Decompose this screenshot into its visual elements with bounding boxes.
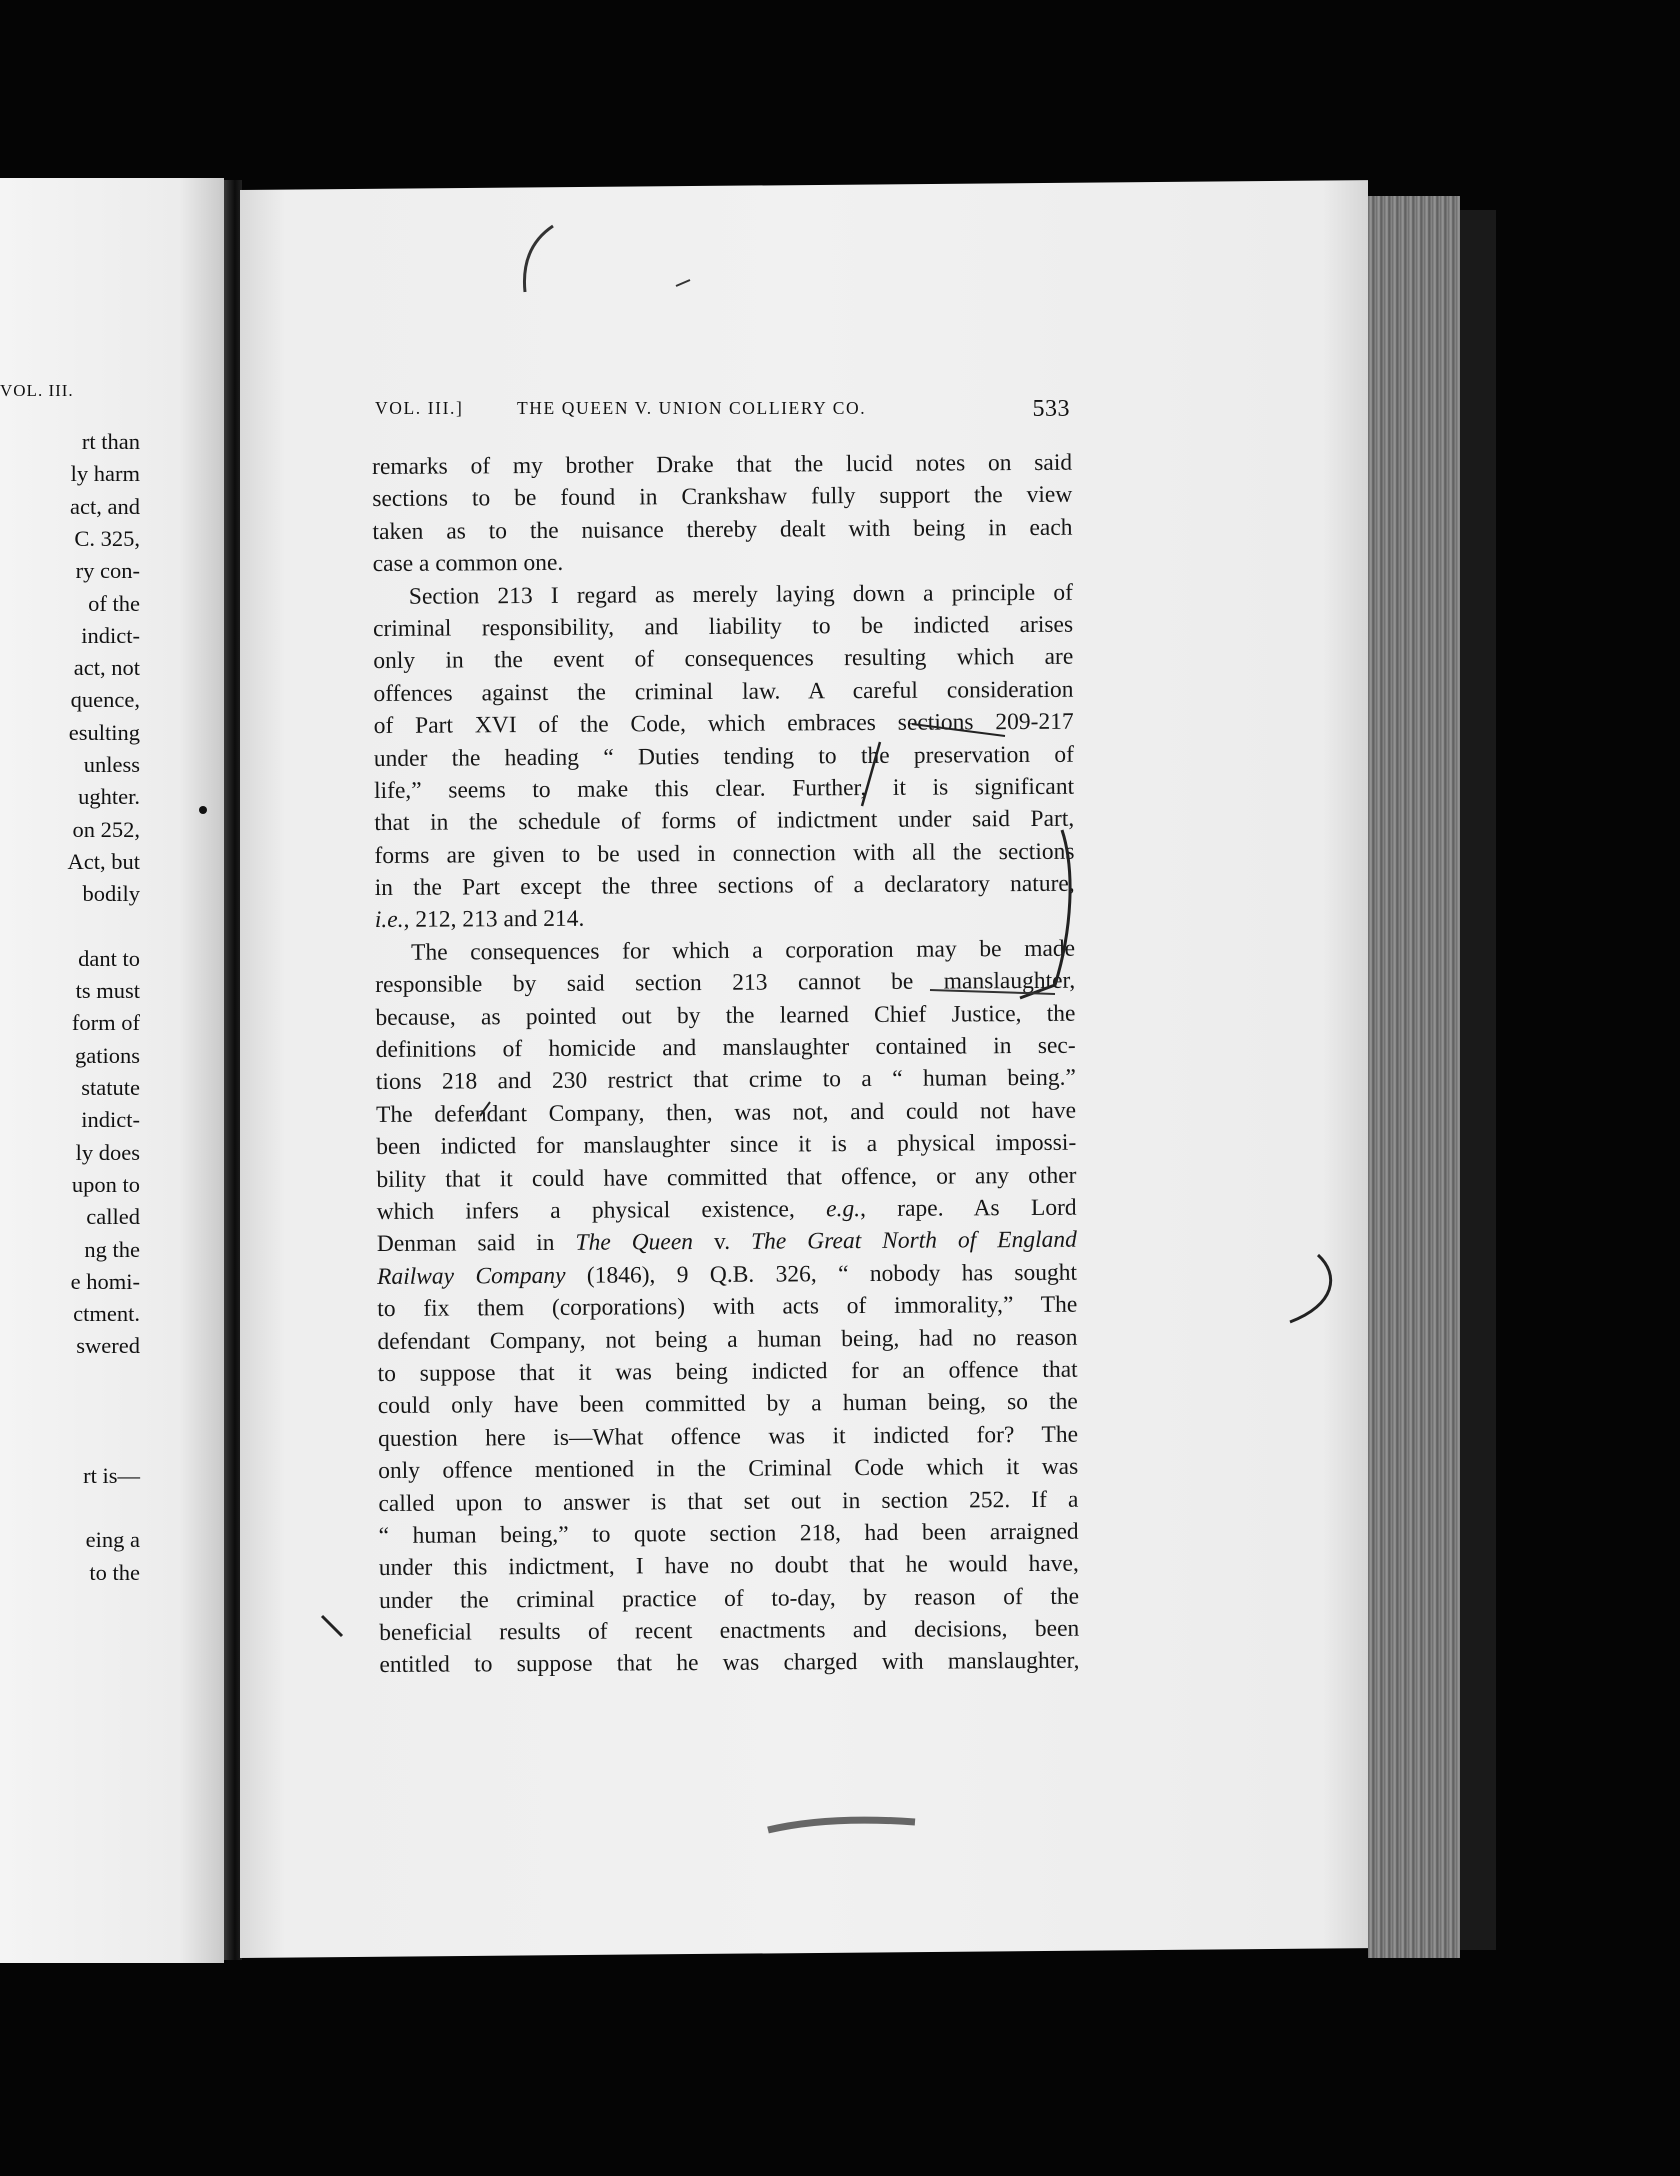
margin-stroke-mark <box>322 1616 342 1636</box>
left-page-line: rt is— <box>83 1462 140 1488</box>
left-page-line: act, and <box>70 493 140 519</box>
insertion-slash-mark <box>862 742 880 806</box>
text-line: to suppose that it was being indicted for an offence that <box>377 1356 1078 1387</box>
text-line: forms are given to be used in connection with all the sections <box>374 838 1075 869</box>
text-line: criminal responsibility, and liability to be indicted arises <box>373 611 1074 642</box>
left-page-line: e homi- <box>70 1268 140 1294</box>
text-line: called upon to answer is that set out in section 252. If a <box>378 1486 1079 1517</box>
case-name-italic: The Great North of England <box>750 1227 1077 1256</box>
text-run: , rape. As Lord <box>859 1194 1077 1223</box>
left-page-line: ly harm <box>70 461 140 487</box>
left-page-line: ughter. <box>78 784 140 810</box>
text-line: The defendant Company, then, was not, and could not have <box>375 1097 1077 1128</box>
left-page-line: esulting <box>68 719 140 745</box>
text-line: in the Part except the three sections of a declaratory nature, <box>374 870 1075 902</box>
left-page-line: dant to <box>78 945 140 971</box>
text-line: under this indictment, I have no doubt that he would have, <box>378 1550 1079 1582</box>
strikethrough-mark <box>912 724 1005 736</box>
left-page-line: indict- <box>81 1107 140 1133</box>
text-line: case a common one. <box>372 550 564 578</box>
text-run: , 212, 213 and 214. <box>403 906 585 934</box>
volume-label: VOL. III.] <box>375 398 464 418</box>
text-line: remarks of my brother Drake that the lucid notes on said <box>372 449 1073 480</box>
left-page-line: bodily <box>82 881 140 907</box>
text-line: definitions of homicide and manslaughter contained in sec- <box>375 1032 1076 1064</box>
text-line: tions 218 and 230 restrict that crime to a “ human being.” <box>375 1065 1076 1096</box>
case-name-italic: Railway Company <box>376 1262 566 1290</box>
text-run: (1846), 9 Q.B. 326, “ nobody has sought <box>565 1259 1078 1289</box>
left-page-line: quence, <box>70 687 140 713</box>
text-line: defendant Company, not being a human being, had no reason <box>377 1324 1078 1355</box>
left-page-line: gations <box>75 1042 140 1068</box>
text-line: beneficial results of recent enactments and decisions, been <box>379 1615 1080 1647</box>
text-line: because, as pointed out by the learned Chief Justice, the <box>375 1000 1076 1031</box>
left-page-line: unless <box>83 752 140 777</box>
text-line: of Part XVI of the Code, which embraces sections 209-217 <box>373 708 1074 740</box>
left-page-line: ly does <box>75 1139 140 1165</box>
text-line: responsible by said section 213 cannot be manslaughter, <box>375 967 1076 999</box>
text-line: life,” seems to make this clear. Further, it is significant <box>373 773 1075 804</box>
smudge-mark <box>768 1820 915 1830</box>
pencil-tick-mark <box>676 280 690 286</box>
text-line: The consequences for which a corporation may be made <box>410 935 1076 966</box>
page-number: 533 <box>1032 396 1070 422</box>
text-line: bility that it could have committed that offence, or any other <box>376 1162 1077 1193</box>
text-run: Denman said in <box>376 1230 576 1258</box>
pencil-slash-mark <box>480 1102 490 1116</box>
text-line: question here is—What offence was it indicted for? The <box>377 1421 1079 1452</box>
left-page-line: ctment. <box>73 1301 140 1327</box>
text-line: to fix them (corporations) with acts of immorality,” The <box>377 1291 1078 1323</box>
left-page-line: Act, but <box>67 848 140 874</box>
left-page-line: statute <box>81 1075 140 1100</box>
left-page-line: of the <box>88 590 140 616</box>
text-line: taken as to the nuisance thereby dealt with being in each <box>372 514 1073 545</box>
left-page-line: ng the <box>84 1236 140 1262</box>
text-line: only offence mentioned in the Criminal Code which it was <box>378 1453 1079 1485</box>
text-line: Section 213 I regard as merely laying down a principle of <box>408 579 1073 610</box>
text-line: been indicted for manslaughter since it is a physical impossi- <box>376 1129 1077 1161</box>
left-page-line: swered <box>76 1333 140 1359</box>
text-line: “ human being,” to quote section 218, had been arraigned <box>378 1518 1079 1549</box>
text-line: under the criminal practice of to-day, by reason of the <box>378 1583 1080 1614</box>
left-page-line: act, not <box>73 655 140 681</box>
text-line: entitled to suppose that he was charged with manslaughter, <box>379 1648 1080 1679</box>
text-line: only in the event of consequences resulting which are <box>373 644 1074 675</box>
margin-bracket-mark <box>1290 1255 1331 1322</box>
text-line: could only have been committed by a human being, so the <box>377 1389 1078 1420</box>
italic-ie: i.e. <box>374 907 404 934</box>
pencil-arc-mark <box>524 226 553 292</box>
text-line: under the heading “ Duties tending to the preservation of <box>373 741 1074 772</box>
ink-dot <box>199 806 207 814</box>
text-line: sections to be found in Crankshaw fully support the view <box>372 482 1073 513</box>
left-page-line: rt than <box>81 429 140 454</box>
text-run: v. <box>692 1229 752 1256</box>
left-page-line: eing a <box>85 1527 140 1553</box>
left-page-line: form of <box>71 1010 140 1036</box>
left-page-line: called <box>86 1204 140 1230</box>
left-page-header: VOL. III. <box>0 381 74 400</box>
left-page-line: C. 325, <box>74 525 140 551</box>
left-page-line: on 252, <box>72 816 140 842</box>
left-page-line: ry con- <box>75 558 140 584</box>
case-name-italic: The Queen <box>575 1229 694 1257</box>
text-line: offences against the criminal law. A careful consideration <box>373 676 1074 707</box>
text-run: which infers a physical existence, <box>376 1196 827 1225</box>
italic-eg: e.g. <box>826 1196 861 1223</box>
left-page-line: to the <box>89 1559 140 1585</box>
left-page-line: indict- <box>81 622 140 648</box>
left-page-line: ts must <box>75 978 140 1004</box>
text-line: that in the schedule of forms of indictment under said Part, <box>374 806 1075 837</box>
case-title: THE QUEEN V. UNION COLLIERY CO. <box>517 398 867 418</box>
left-page-line: upon to <box>71 1171 140 1197</box>
bracket-mark <box>1020 830 1070 998</box>
